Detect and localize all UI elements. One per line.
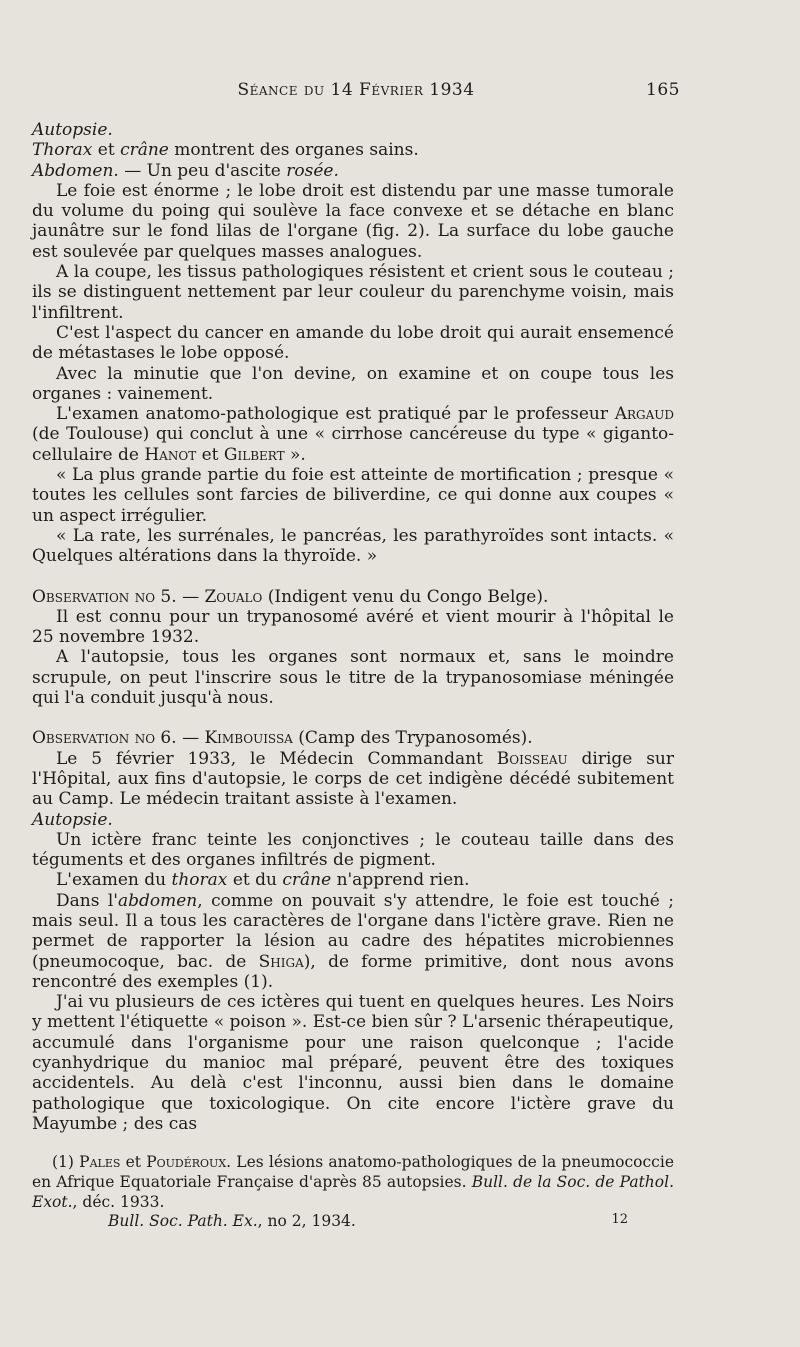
crane-term: crâne bbox=[120, 140, 169, 161]
obs6-p4-b: , comme on pouvait s'y attendre, le foie est touché ; mais seul. Il a tous les caractères de l'organe dans l'ictère grave. Rien ne permet de rapporter la lésion au cadre des hépatites microbiennes (pneumocoque, bac. de bbox=[32, 890, 674, 972]
footnote-et: et bbox=[125, 1153, 141, 1171]
obs6-paragraph-4 bbox=[32, 891, 674, 992]
obs6-p1-a: Le 5 février 1933, le Médecin Commandant bbox=[56, 748, 483, 769]
obs4-autopsie-line bbox=[32, 120, 674, 140]
name-shiga: Shiga bbox=[258, 951, 304, 972]
obs6-paragraph-2: Un ictère franc teinte les conjonctives ; le couteau taille dans des téguments et des organes infiltrés de pigment. bbox=[32, 829, 674, 871]
author-argaud: Argaud bbox=[614, 404, 675, 425]
abdomen-text: — Un peu d'ascite bbox=[124, 160, 281, 181]
section-gap bbox=[32, 567, 674, 587]
main-text bbox=[32, 120, 674, 1134]
sheet-signature: 12 bbox=[611, 1212, 628, 1227]
obs5-desc: (Indigent venu du Congo Belge). bbox=[267, 586, 549, 607]
name-boisseau: Boisseau bbox=[496, 748, 568, 769]
obs4-paragraph-3: C'est l'aspect du cancer en amande du lobe droit qui aurait ensemencé de métastases le lobe opposé. bbox=[32, 322, 674, 364]
obs6-p3-a: L'examen du bbox=[56, 870, 167, 891]
obs4-paragraph-5 bbox=[32, 404, 674, 465]
obs6-paragraph-5: J'ai vu plusieurs de ces ictères qui tuent en quelques heures. Les Noirs y mettent l'étiquette « poison ». Est-ce bien sûr ? L'arsenic thérapeutique, accumulé dans l'organisme pour une raison quelconque ; l'acide cyanhydrique du manioc mal préparé, peuvent être des toxiques accidentels. Au delà c'est l'inconnu, aussi bien dans le domaine pathologique que toxicologique. On cite encore l'ictère grave du Mayumbe ; des cas bbox=[32, 992, 674, 1134]
abdomen-term: Abdomen. bbox=[32, 160, 119, 181]
footnote bbox=[32, 1152, 674, 1212]
footnote-date: , déc. 1933. bbox=[72, 1193, 165, 1211]
obs6-number: Observation no 6. bbox=[32, 728, 177, 749]
obs4-paragraph-2: A la coupe, les tissus pathologiques résistent et crient sous le couteau ; ils se distinguent nettement par leur couleur du parenchyme voisin, mais l'infiltrent. bbox=[32, 262, 674, 323]
footnote-author-pales: Pales bbox=[79, 1153, 121, 1171]
footnote-title: Les lésions anatomo-pathologiques de la pneumococcie en Afrique Equatoriale Française d'après 85 autopsies. bbox=[32, 1153, 674, 1191]
footnote-text bbox=[32, 1152, 674, 1212]
obs5-name: Zoualo bbox=[204, 586, 263, 607]
obs4-paragraph-4: Avec la minutie que l'on devine, on examine et on coupe tous les organes : vainement. bbox=[32, 363, 674, 404]
obs6-autopsie: Autopsie. bbox=[32, 809, 113, 830]
author-hanot: Hanot bbox=[144, 444, 197, 465]
obs6-p4-c: ), de forme primitive, dont nous avons rencontré des exemples (1). bbox=[32, 951, 675, 992]
obs6-autopsie-line bbox=[32, 810, 674, 830]
thorax-term: Thorax bbox=[32, 140, 93, 161]
obs6-dash: — bbox=[182, 728, 200, 749]
author-gilbert: Gilbert bbox=[223, 444, 285, 465]
obs6-p4-a: Dans l' bbox=[56, 890, 118, 911]
autopsie-heading: Autopsie. bbox=[32, 120, 113, 140]
obs5-paragraph-2: A l'autopsie, tous les organes sont normaux et, sans le moindre scrupule, on peut l'inscrire sous le titre de la trypanosomiase méningée qui l'a conduit jusqu'à nous. bbox=[32, 647, 674, 709]
section-gap bbox=[32, 708, 674, 728]
obs4-p5-et: et bbox=[201, 444, 219, 465]
obs5-heading bbox=[32, 587, 674, 607]
obs6-paragraph-3 bbox=[32, 870, 674, 890]
obs4-p5-c: ». bbox=[290, 444, 306, 465]
obs4-abdomen-line bbox=[32, 161, 674, 181]
obs6-desc: (Camp des Trypanosomés). bbox=[298, 728, 533, 749]
thorax-text: montrent des organes sains. bbox=[174, 140, 419, 161]
page-number: 165 bbox=[646, 80, 680, 100]
obs6-paragraph-1 bbox=[32, 749, 674, 810]
running-header bbox=[32, 80, 680, 110]
obs4-thorax-line: Thorax et crâne montrent des organes sains. bbox=[32, 140, 419, 161]
obs5-paragraph-1: Il est connu pour un trypanosomé avéré et vient mourir à l'hôpital le 25 novembre 1932. bbox=[32, 606, 674, 648]
footnote-marker: (1) bbox=[52, 1153, 74, 1171]
obs4-paragraph-7: « La rate, les surrénales, le pancréas, les parathyroïdes sont intacts. « Quelques altérations dans la thyroïde. » bbox=[32, 525, 674, 567]
footnote-author-pouderoux: Poudéroux. bbox=[146, 1153, 232, 1171]
obs6-thorax: thorax bbox=[171, 870, 228, 891]
obs6-p3-b: et du bbox=[232, 870, 277, 891]
obs4-paragraph-6: « La plus grande partie du foie est atteinte de mortification ; presque « toutes les cellules sont farcies de biliverdine, ce qui donne aux coupes « un aspect irrégulier. bbox=[32, 465, 674, 526]
obs5-dash: — bbox=[182, 586, 200, 607]
obs5-number: Observation no 5. bbox=[32, 586, 177, 607]
obs4-p5-a: L'examen anatomo-pathologique est pratiqué par le professeur bbox=[56, 404, 609, 425]
obs4-p5-b: (de Toulouse) qui conclut à une « cirrhose cancéreuse du type « giganto-cellulaire de bbox=[32, 424, 674, 465]
footer-issue: , no 2, 1934. bbox=[257, 1212, 356, 1230]
footer-journal: Bull. Soc. Path. Ex. bbox=[108, 1212, 258, 1230]
obs4-paragraph-1: Le foie est énorme ; le lobe droit est distendu par une masse tumorale du volume du poing qui soulève la face convexe et se détache en blanc jaunâtre sur le fond lilas de l'organe (fig. 2). La surface du lobe gauche est soulevée par quelques masses analogues. bbox=[32, 180, 674, 262]
obs6-p1-b: dirige sur l'Hôpital, aux fins d'autopsie, le corps de cet indigène décédé subitement au Camp. Le médecin traitant assiste à l'examen. bbox=[32, 748, 675, 810]
running-title: Séance du 14 Février 1934 bbox=[237, 80, 475, 100]
rosee-term: rosée. bbox=[286, 160, 339, 181]
obs6-abdomen: abdomen bbox=[117, 890, 198, 911]
obs6-p3-c: n'apprend rien. bbox=[336, 870, 470, 891]
obs6-heading bbox=[32, 728, 674, 748]
footnote-journal: Bull. de la Soc. de Pathol. Exot. bbox=[32, 1173, 674, 1211]
obs6-name: Kimbouissa bbox=[204, 728, 293, 749]
page-footer bbox=[108, 1212, 628, 1230]
obs6-crane: crâne bbox=[282, 870, 332, 891]
